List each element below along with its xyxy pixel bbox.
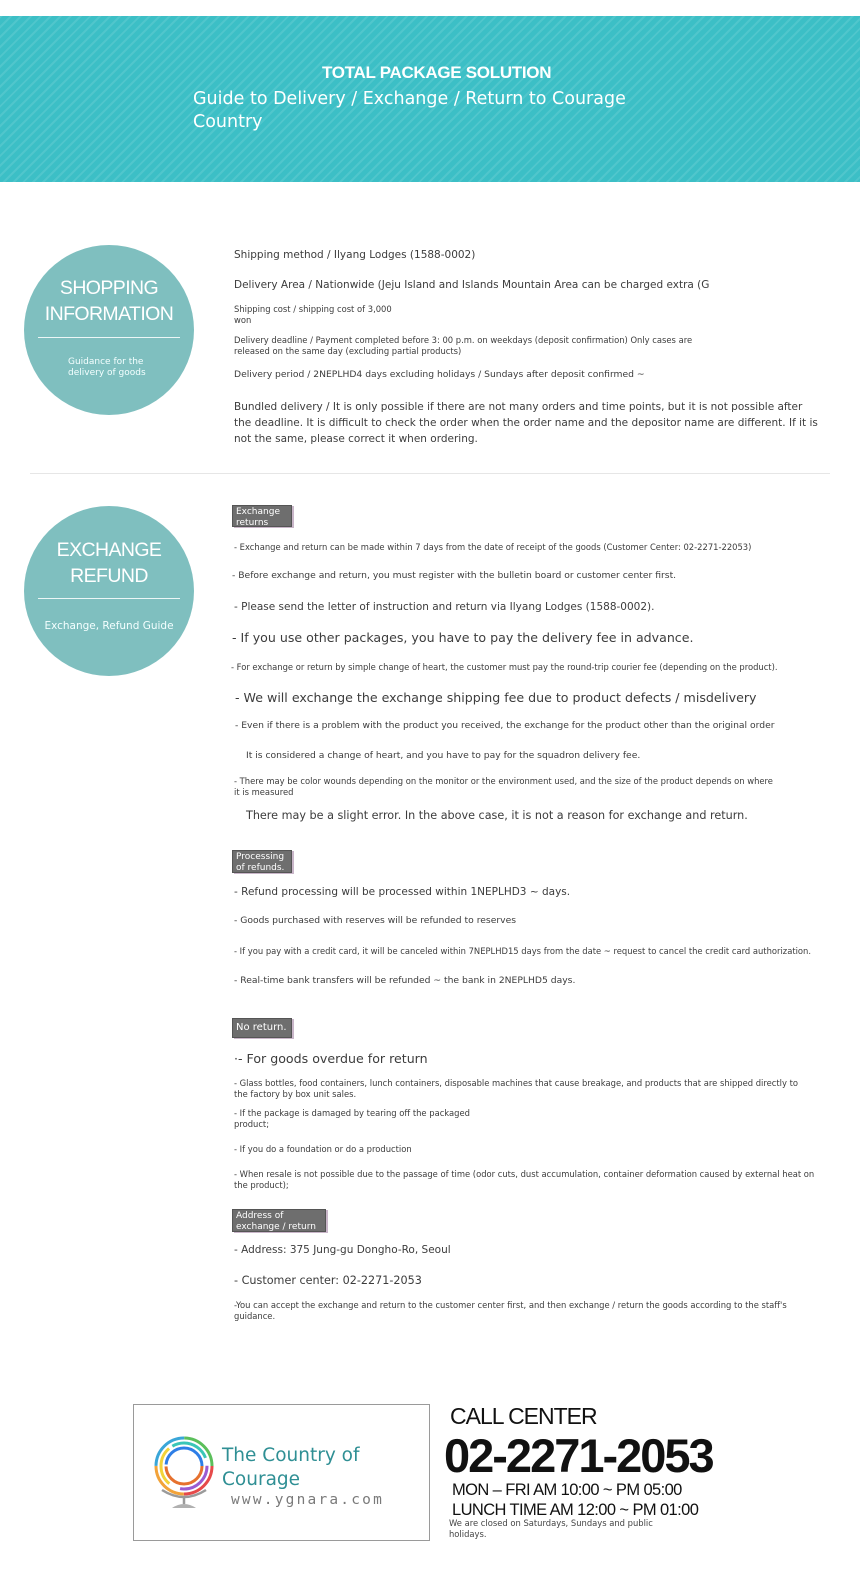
address-line: -You can accept the exchange and return to the customer center first, and then exchange / return the goods according to the staff's guidance.: [234, 1300, 787, 1321]
colorful-globe-icon: [154, 1434, 220, 1514]
noreturn-line: - If the package is damaged by tearing off the packaged product;: [234, 1108, 470, 1129]
call-center-label: CALL CENTER: [450, 1403, 597, 1429]
delivery-period: Delivery period / 2NEPLHD4 days excluding holidays / Sundays after deposit confirmed ~: [234, 369, 645, 380]
exchange-line: - We will exchange the exchange shipping fee due to product defects / misdelivery: [235, 690, 757, 705]
shipping-cost: Shipping cost / shipping cost of 3,000 won: [234, 304, 392, 325]
tag-exchange-returns: Exchange returns: [232, 505, 292, 527]
exchange-line: There may be a slight error. In the above case, it is not a reason for exchange and return.: [246, 809, 748, 822]
lunch-hours: LUNCH TIME AM 12:00 ~ PM 01:00: [452, 1501, 699, 1519]
noreturn-line: ·- For goods overdue for return: [234, 1051, 428, 1066]
tag-return-address: Address of exchange / return: [232, 1209, 326, 1232]
delivery-area: Delivery Area / Nationwide (Jeju Island and Islands Mountain Area can be charged extra (G: [234, 279, 710, 291]
exchange-line: - Even if there is a problem with the product you received, the exchange for the product other than the original order: [235, 720, 775, 731]
bundled-delivery: Bundled delivery / It is only possible if there are not many orders and time points, but it is not possible after the deadline. It is difficult to check the order when the order name and the depositor name are different. If it is not the same, please correct it when ordering.: [234, 401, 818, 445]
tag-processing-refunds: Processing of refunds.: [232, 850, 292, 873]
exchange-line: It is considered a change of heart, and you have to pay for the squadron delivery fee.: [246, 750, 641, 761]
shipping-circle-divider: [38, 337, 180, 338]
shipping-info-title: SHOPPING INFORMATION: [44, 277, 174, 325]
refund-line: - Real-time bank transfers will be refunded ~ the bank in 2NEPLHD5 days.: [234, 975, 576, 986]
exchange-line: - If you use other packages, you have to pay the delivery fee in advance.: [232, 630, 694, 645]
exchange-line: - There may be color wounds depending on the monitor or the environment used, and the size of the product depends on where it is measured: [234, 776, 773, 797]
brand-url: www.ygnara.com: [231, 1492, 385, 1508]
noreturn-line: - Glass bottles, food containers, lunch containers, disposable machines that cause breakage, and products that are shipped directly to the factory by box unit sales.: [234, 1078, 799, 1099]
exchange-line: - Before exchange and return, you must register with the bulletin board or customer center first.: [232, 570, 677, 581]
closed-note: We are closed on Saturdays, Sundays and public holidays.: [449, 1518, 653, 1539]
exchange-refund-circle: [24, 506, 194, 676]
address-line: - Address: 375 Jung-gu Dongho-Ro, Seoul: [234, 1244, 451, 1256]
exchange-line: - For exchange or return by simple change of heart, the customer must pay the round-trip courier fee (depending on the product).: [231, 662, 778, 672]
shipping-info-subtitle: Guidance for the delivery of goods: [68, 357, 146, 378]
refund-line: - Refund processing will be processed within 1NEPLHD3 ~ days.: [234, 886, 571, 898]
shipping-method: Shipping method / Ilyang Lodges (1588-0002): [234, 249, 476, 261]
weekday-hours: MON – FRI AM 10:00 ~ PM 05:00: [452, 1481, 682, 1499]
delivery-deadline: Delivery deadline / Payment completed before 3: 00 p.m. on weekdays (deposit confirmation) Only cases are released on the same day (excluding partial products): [234, 335, 693, 356]
call-center-number: 02-2271-2053: [444, 1429, 713, 1482]
tag-no-return: No return.: [232, 1018, 292, 1038]
exchange-refund-title: EXCHANGE REFUND: [56, 539, 162, 587]
section-divider: [30, 473, 830, 474]
noreturn-line: - If you do a foundation or do a production: [234, 1144, 412, 1154]
address-line: - Customer center: 02-2271-2053: [234, 1274, 422, 1287]
exchange-refund-subtitle: Exchange, Refund Guide: [44, 620, 174, 632]
page-title: Guide to Delivery / Exchange / Return to Courage Country: [193, 89, 626, 132]
exchange-line: - Exchange and return can be made within 7 days from the date of receipt of the goods (Customer Center: 02-2271-22053): [234, 542, 752, 552]
refund-line: - If you pay with a credit card, it will be canceled within 7NEPLHD15 days from the date ~ request to cancel the credit card authorization.: [234, 946, 812, 956]
exchange-line: - Please send the letter of instruction and return via Ilyang Lodges (1588-0002).: [234, 601, 655, 613]
brand-name: The Country of Courage: [222, 1445, 360, 1490]
banner-kicker: TOTAL PACKAGE SOLUTION: [322, 63, 552, 82]
shipping-info-circle: [24, 245, 194, 415]
refund-line: - Goods purchased with reserves will be refunded to reserves: [234, 915, 517, 926]
noreturn-line: - When resale is not possible due to the passage of time (odor cuts, dust accumulation, container deformation caused by external heat on the product);: [234, 1169, 815, 1190]
exchange-circle-divider: [38, 598, 180, 599]
